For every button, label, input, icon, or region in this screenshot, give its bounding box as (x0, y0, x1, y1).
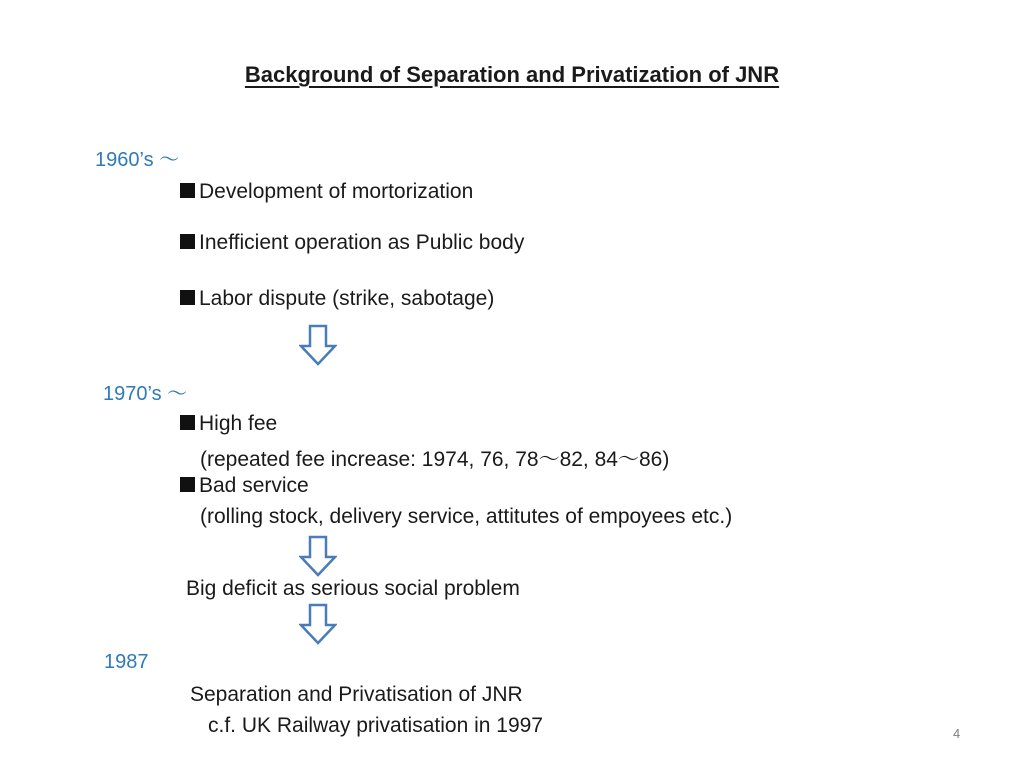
bullet-text: Inefficient operation as Public body (199, 231, 525, 254)
page-number: 4 (953, 726, 961, 741)
high-fee-detail: (repeated fee increase: 1974, 76, 78～82, 84～86) (200, 448, 670, 471)
bullet-item-high-fee (180, 412, 277, 436)
bullet-text: Bad service (199, 474, 309, 497)
bullet-item-motorization (180, 180, 473, 204)
square-bullet-icon (180, 234, 195, 249)
slide-title: Background of Separation and Privatization of JNR (244, 62, 780, 87)
square-bullet-icon (180, 415, 195, 430)
bullet-text: Labor dispute (strike, sabotage) (199, 287, 495, 310)
square-bullet-icon (180, 183, 195, 198)
bullet-text: Development of mortorization (199, 180, 474, 203)
square-bullet-icon (180, 290, 195, 305)
bullet-item-bad-service (180, 474, 309, 498)
privatisation-statement: Separation and Privatisation of JNR (190, 683, 523, 706)
down-arrow-icon (299, 324, 337, 366)
deficit-statement: Big deficit as serious social problem (186, 577, 520, 600)
down-arrow-icon (299, 603, 337, 645)
bullet-item-inefficient-operation (180, 231, 524, 255)
bullet-item-labor-dispute (180, 287, 494, 311)
bullet-text: High fee (199, 412, 278, 435)
era-label-1960s: 1960’s ～ (95, 149, 180, 171)
bad-service-detail: (rolling stock, delivery service, attitutes of empoyees etc.) (200, 505, 733, 528)
era-label-1970s: 1970’s ～ (103, 383, 188, 405)
era-label-1987: 1987 (104, 651, 149, 673)
down-arrow-icon (299, 535, 337, 577)
uk-reference-note: c.f. UK Railway privatisation in 1997 (208, 714, 543, 737)
square-bullet-icon (180, 477, 195, 492)
